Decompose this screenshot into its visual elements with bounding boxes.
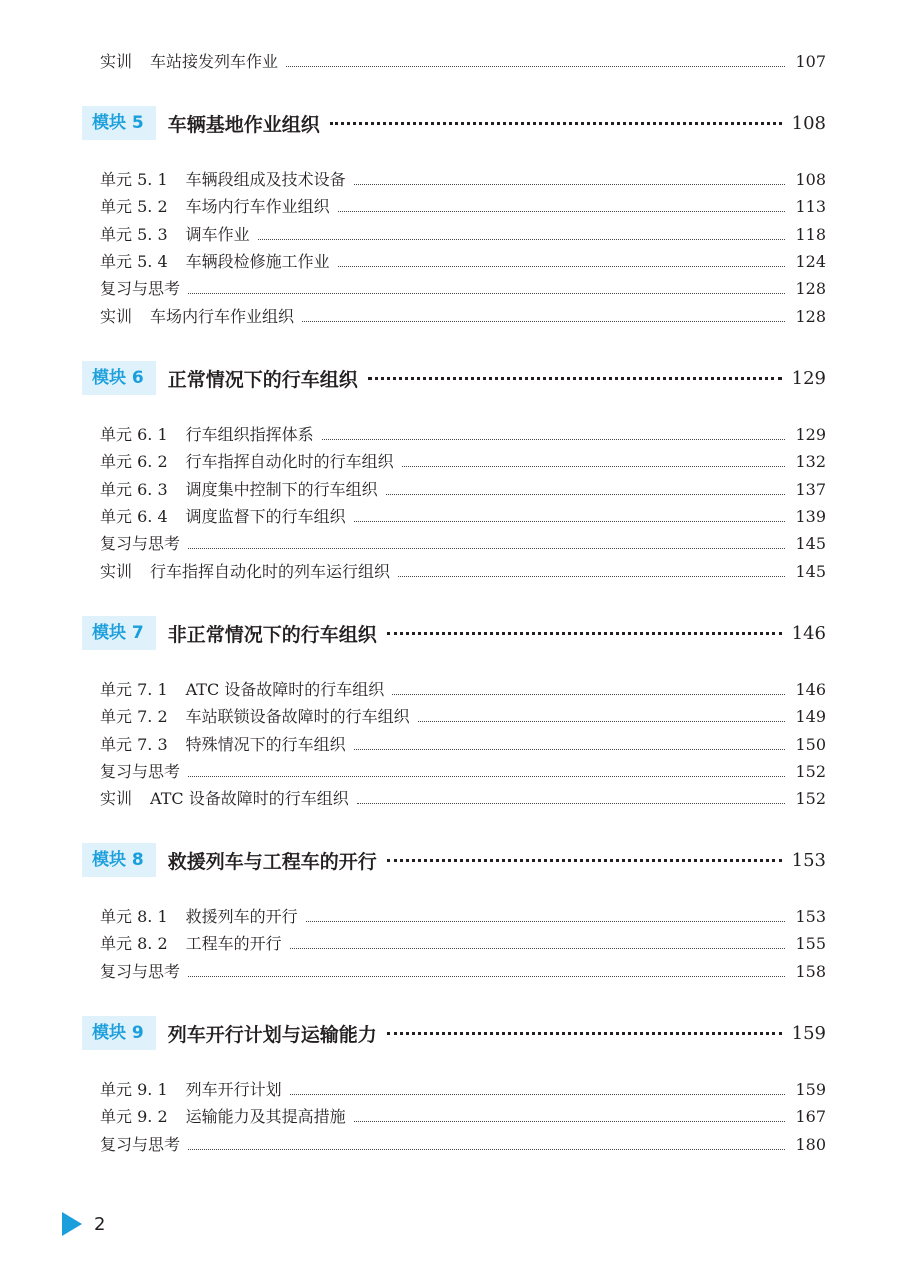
toc-entry[interactable] (100, 46, 826, 72)
entry-title: 行车组织指挥体系 (185, 425, 314, 444)
module-heading[interactable] (82, 843, 826, 877)
toc-entry[interactable] (100, 901, 826, 927)
module-title: 列车开行计划与运输能力 (167, 1023, 377, 1046)
module-heading[interactable] (82, 616, 826, 650)
toc-entry[interactable] (100, 756, 826, 782)
entry-title: 车场内行车作业组织 (185, 197, 330, 216)
entry-prefix: 复习与思考 (100, 534, 181, 553)
module-title: 正常情况下的行车组织 (167, 368, 358, 391)
dot-leader (258, 239, 786, 240)
entry-page: 150 (795, 735, 826, 754)
toc-entry[interactable] (100, 273, 826, 299)
toc-entry[interactable] (100, 928, 826, 954)
module-title: 车辆基地作业组织 (167, 113, 320, 136)
entry-page: 152 (795, 789, 826, 808)
dot-leader (387, 632, 782, 635)
dot-leader (398, 576, 785, 577)
entry-title: 调车作业 (185, 225, 250, 244)
dot-leader (286, 66, 785, 67)
dot-leader (302, 321, 785, 322)
toc-entry[interactable] (100, 674, 826, 700)
module-page: 146 (791, 622, 826, 644)
dot-leader (306, 921, 786, 922)
entry-page: 155 (795, 934, 826, 953)
module-heading[interactable] (82, 361, 826, 395)
dot-leader (357, 803, 786, 804)
entry-title: 工程车的开行 (185, 934, 282, 953)
toc-entry[interactable] (100, 446, 826, 472)
dot-leader (330, 122, 782, 125)
dot-leader (386, 494, 786, 495)
entry-prefix: 实训 (100, 307, 133, 326)
page-number: 2 (94, 1213, 106, 1235)
entry-title: 行车指挥自动化时的列车运行组织 (150, 562, 391, 581)
dot-leader (354, 749, 786, 750)
entry-prefix: 单元 9. 1 (100, 1080, 168, 1099)
toc-entry[interactable] (100, 474, 826, 500)
entry-page: 145 (795, 562, 826, 581)
entry-page: 113 (795, 197, 826, 216)
dot-leader (290, 948, 786, 949)
entry-page: 107 (795, 52, 826, 71)
entry-title: 车站联锁设备故障时的行车组织 (185, 707, 410, 726)
module-heading[interactable] (82, 106, 826, 140)
entry-page: 128 (795, 307, 826, 326)
entry-page: 153 (795, 907, 826, 926)
dot-leader (188, 1149, 785, 1150)
module-heading[interactable] (82, 1016, 826, 1050)
entry-page: 118 (795, 225, 826, 244)
dot-leader (338, 266, 786, 267)
dot-leader (387, 859, 782, 862)
entry-page: 158 (795, 962, 826, 981)
entry-title: 救援列车的开行 (185, 907, 298, 926)
toc-entry[interactable] (100, 501, 826, 527)
toc-entry[interactable] (100, 246, 826, 272)
entry-page: 139 (795, 507, 826, 526)
toc-entry[interactable] (100, 419, 826, 445)
entry-prefix: 单元 6. 2 (100, 452, 168, 471)
toc-entry[interactable] (100, 783, 826, 809)
module-badge: 模块 9 (82, 1016, 156, 1050)
entry-page: 152 (795, 762, 826, 781)
entry-title: ATC 设备故障时的行车组织 (185, 680, 385, 699)
entry-page: 167 (795, 1107, 826, 1126)
page-footer (62, 1212, 105, 1236)
entry-page: 124 (795, 252, 826, 271)
module-page: 108 (791, 112, 826, 134)
entry-title: 车场内行车作业组织 (150, 307, 295, 326)
toc-entry[interactable] (100, 1129, 826, 1155)
module-page: 159 (791, 1022, 826, 1044)
dot-leader (188, 548, 785, 549)
module-title: 救援列车与工程车的开行 (167, 850, 377, 873)
toc-entry[interactable] (100, 701, 826, 727)
entry-page: 149 (795, 707, 826, 726)
entry-prefix: 复习与思考 (100, 1135, 181, 1154)
dot-leader (354, 521, 786, 522)
entry-title: 运输能力及其提高措施 (185, 1107, 346, 1126)
entry-prefix: 实训 (100, 52, 133, 71)
dot-leader (290, 1094, 786, 1095)
module-page: 129 (791, 367, 826, 389)
module-badge: 模块 6 (82, 361, 156, 395)
entry-prefix: 单元 9. 2 (100, 1107, 168, 1126)
entry-page: 145 (795, 534, 826, 553)
entry-prefix: 单元 5. 4 (100, 252, 168, 271)
entry-prefix: 单元 6. 3 (100, 480, 168, 499)
entry-prefix: 单元 5. 1 (100, 170, 168, 189)
dot-leader (402, 466, 786, 467)
dot-leader (188, 776, 785, 777)
entry-prefix: 单元 7. 2 (100, 707, 168, 726)
entry-title: 调度监督下的行车组织 (185, 507, 346, 526)
entry-prefix: 单元 5. 2 (100, 197, 168, 216)
entry-title: 车辆段检修施工作业 (185, 252, 330, 271)
entry-page: 159 (795, 1080, 826, 1099)
entry-page: 129 (795, 425, 826, 444)
toc-entry[interactable] (100, 191, 826, 217)
toc-entry[interactable] (100, 729, 826, 755)
toc-entry[interactable] (100, 956, 826, 982)
entry-prefix: 单元 7. 3 (100, 735, 168, 754)
toc-entry[interactable] (100, 164, 826, 190)
toc-entry[interactable] (100, 556, 826, 582)
entry-page: 146 (795, 680, 826, 699)
module-badge: 模块 5 (82, 106, 156, 140)
entry-prefix: 复习与思考 (100, 762, 181, 781)
entry-prefix: 实训 (100, 562, 133, 581)
entry-prefix: 单元 7. 1 (100, 680, 168, 699)
entry-title: 行车指挥自动化时的行车组织 (185, 452, 394, 471)
module-badge: 模块 8 (82, 843, 156, 877)
module-badge: 模块 7 (82, 616, 156, 650)
entry-page: 128 (795, 279, 826, 298)
toc-entry[interactable] (100, 1101, 826, 1127)
entry-prefix: 单元 8. 1 (100, 907, 168, 926)
entry-title: 车辆段组成及技术设备 (185, 170, 346, 189)
dot-leader (392, 694, 785, 695)
toc-entry[interactable] (100, 219, 826, 245)
entry-prefix: 单元 6. 4 (100, 507, 168, 526)
dot-leader (188, 976, 785, 977)
entry-page: 137 (795, 480, 826, 499)
module-page: 153 (791, 849, 826, 871)
entry-title: 调度集中控制下的行车组织 (185, 480, 378, 499)
entry-title: 车站接发列车作业 (150, 52, 279, 71)
dot-leader (338, 211, 786, 212)
entry-prefix: 单元 8. 2 (100, 934, 168, 953)
module-title: 非正常情况下的行车组织 (167, 623, 377, 646)
entry-title: 列车开行计划 (185, 1080, 282, 1099)
dot-leader (354, 184, 786, 185)
entry-page: 132 (795, 452, 826, 471)
entry-prefix: 实训 (100, 789, 133, 808)
entry-page: 108 (795, 170, 826, 189)
entry-title: 特殊情况下的行车组织 (185, 735, 346, 754)
entry-prefix: 单元 6. 1 (100, 425, 168, 444)
dot-leader (322, 439, 786, 440)
dot-leader (418, 721, 786, 722)
play-triangle-icon (62, 1212, 82, 1236)
dot-leader (387, 1032, 782, 1035)
entry-prefix: 复习与思考 (100, 279, 181, 298)
entry-prefix: 单元 5. 3 (100, 225, 168, 244)
dot-leader (354, 1121, 786, 1122)
toc-entry[interactable] (100, 1074, 826, 1100)
entry-title: ATC 设备故障时的行车组织 (150, 789, 349, 808)
entry-prefix: 复习与思考 (100, 962, 181, 981)
toc-entry[interactable] (100, 301, 826, 327)
dot-leader (188, 293, 785, 294)
entry-page: 180 (795, 1135, 826, 1154)
toc-entry[interactable] (100, 528, 826, 554)
dot-leader (368, 377, 782, 380)
